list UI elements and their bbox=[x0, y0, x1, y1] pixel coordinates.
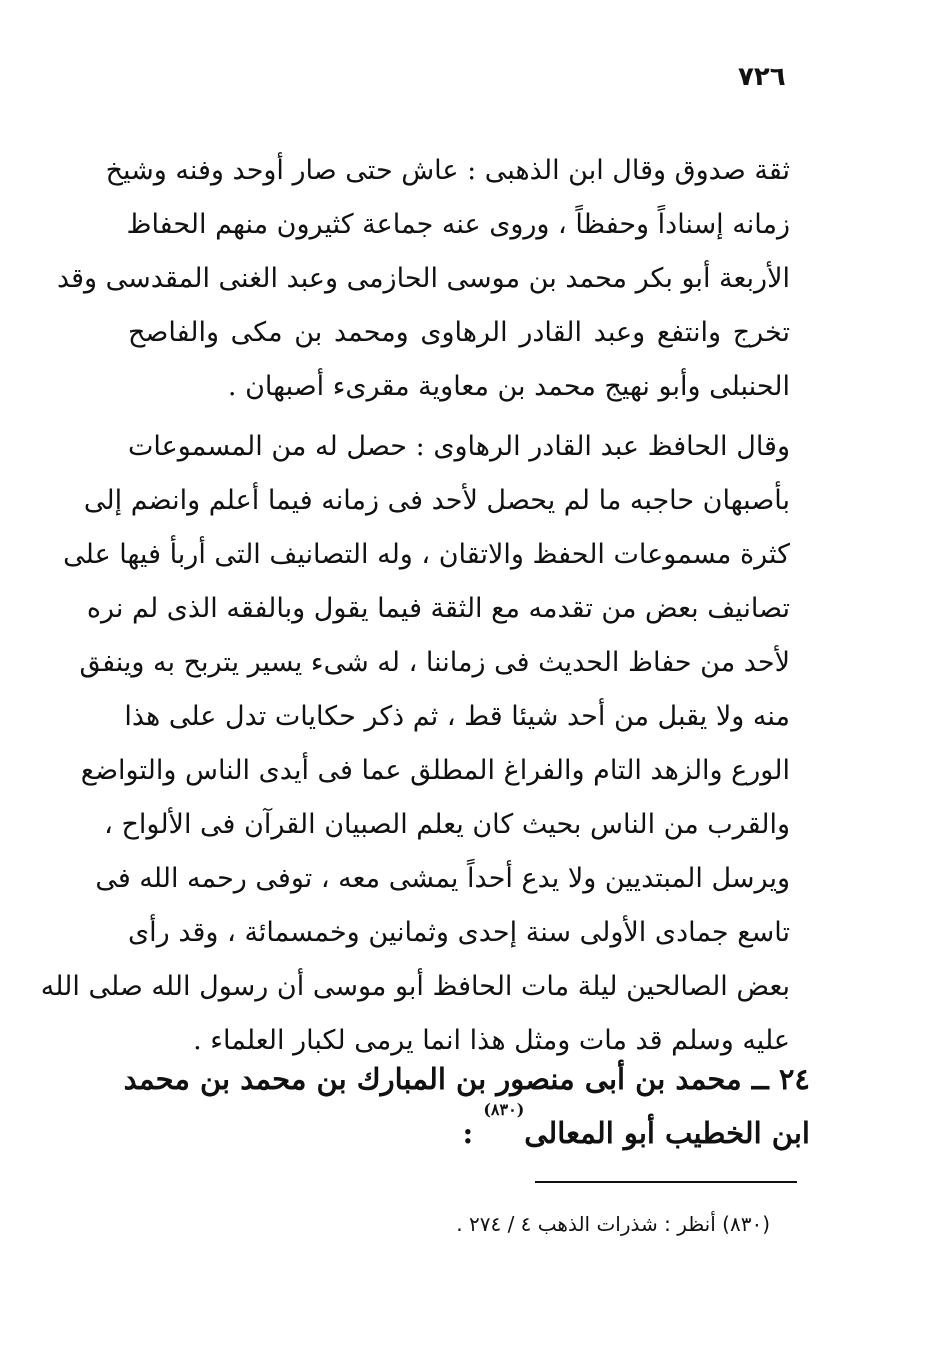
text-line: ويرسل المبتديين ولا يدع أحداً يمشى معه ، توفى رحمه الله فى bbox=[95, 863, 790, 894]
paragraph-1 bbox=[56, 144, 790, 414]
entry-heading bbox=[123, 1052, 810, 1160]
text-line: الورع والزهد التام والفراغ المطلق عما فى أيدى الناس والتواضع bbox=[80, 755, 790, 786]
text-line: الأربعة أبو بكر محمد بن موسى الحازمى وعبد الغنى المقدسى وقد bbox=[56, 263, 790, 294]
text-line: تاسع جمادى الأولى سنة إحدى وثمانين وخمسمائة ، وقد رأى bbox=[128, 917, 790, 948]
footnote-reference[interactable]: (٨٣٠) bbox=[483, 1100, 525, 1119]
footnote-divider bbox=[535, 1181, 797, 1183]
text-line: ثقة صدوق وقال ابن الذهبى : عاش حتى صار أوحد وفنه وشيخ bbox=[105, 155, 790, 186]
heading-colon: : bbox=[462, 1116, 474, 1150]
text-line: منه ولا يقبل من أحد شيئا قط ، ثم ذكر حكايات تدل على هذا bbox=[124, 701, 790, 732]
heading-name: ابن الخطيب أبو المعالى bbox=[524, 1116, 810, 1150]
text-line: بأصبهان حاجبه ما لم يحصل لأحد فى زمانه فيما أعلم وانضم إلى bbox=[83, 485, 790, 516]
heading-line-1: ٢٤ ــ محمد بن أبى منصور بن المبارك بن محمد بن محمد bbox=[123, 1062, 810, 1096]
text-line: وقال الحافظ عبد القادر الرهاوى : حصل له من المسموعات bbox=[128, 431, 790, 462]
text-line: الحنبلى وأبو نهيج محمد بن معاوية مقرىء أصبهان . bbox=[227, 371, 790, 402]
text-line: تصانيف بعض من تقدمه مع الثقة فيما يقول وبالفقه الذى لم نره bbox=[86, 593, 790, 624]
paragraph-2 bbox=[40, 420, 790, 1068]
text-line: زمانه إسناداً وحفظاً ، وروى عنه جماعة كثيرون منهم الحفاظ bbox=[126, 209, 790, 240]
text-line: لأحد من حفاظ الحديث فى زماننا ، له شىء يسير يتربح به وينفق bbox=[79, 647, 790, 678]
footnote-text: (٨٣٠) أنظر : شذرات الذهب ٤ / ٢٧٤ . bbox=[456, 1212, 770, 1236]
text-line: بعض الصالحين ليلة مات الحافظ أبو موسى أن رسول الله صلى الله bbox=[40, 971, 790, 1002]
text-line: والقرب من الناس بحيث كان يعلم الصبيان القرآن فى الألواح ، bbox=[104, 809, 790, 840]
text-line: كثرة مسموعات الحفظ والاتقان ، وله التصانيف التى أربأ فيها على bbox=[63, 539, 790, 570]
heading-line-2 bbox=[128, 1100, 810, 1160]
page-number: ٧٢٦ bbox=[738, 62, 786, 92]
text-line: تخرج وانتفع وعبد القادر الرهاوى ومحمد بن مكى والفاصح bbox=[128, 317, 790, 348]
text-line: عليه وسلم قد مات ومثل هذا انما يرمى لكبار العلماء . bbox=[193, 1025, 790, 1056]
